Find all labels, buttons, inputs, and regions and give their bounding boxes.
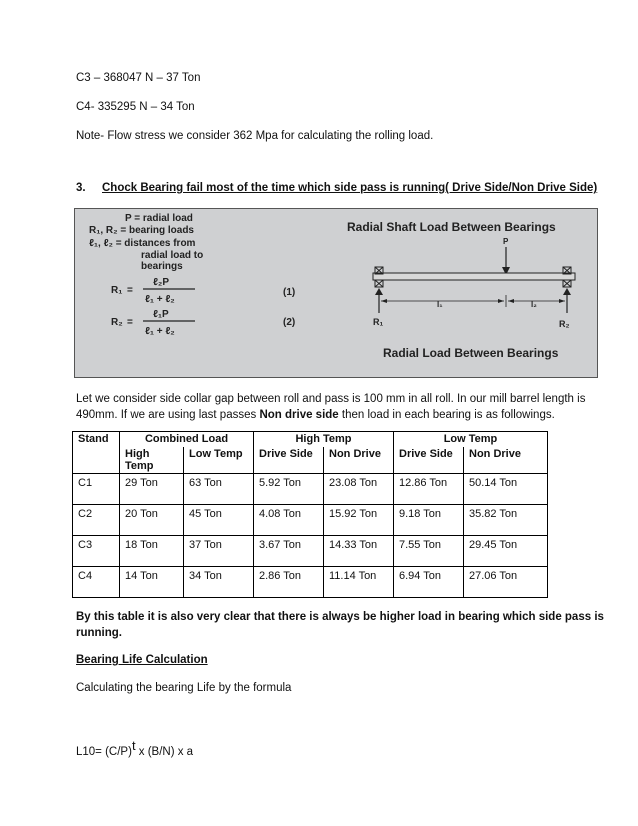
table-cell: C2: [73, 505, 120, 536]
paragraph-line-2-bold: Non drive side: [259, 409, 339, 421]
paragraph-line-2-tail: then load in each bearing is as followings.: [338, 409, 555, 421]
table-cell: 12.86 Ton: [394, 474, 464, 505]
table-cell: 34 Ton: [184, 567, 254, 598]
subheader-low-drive: Drive Side: [394, 447, 464, 474]
table-cell: C4: [73, 567, 120, 598]
low-temp-header: Low Temp: [394, 432, 548, 448]
table-cell: 45 Ton: [184, 505, 254, 536]
eq2-lhs: R₂: [111, 317, 123, 328]
formula-base: L10= (C/P): [76, 745, 132, 758]
eq1-numerator: ℓ₂P: [153, 277, 170, 288]
eq1-tag: (1): [283, 287, 296, 298]
dimension-l2-left-tick: [508, 299, 514, 303]
table-cell: C3: [73, 536, 120, 567]
table-cell: 27.06 Ton: [464, 567, 548, 598]
conclusion-line-2: running.: [76, 627, 122, 639]
legend-r-def: R₁, R₂ = bearing loads: [89, 225, 194, 236]
flow-stress-note: Note- Flow stress we consider 362 Mpa for calculating the rolling load.: [76, 130, 434, 142]
subheader-combined-low: Low Temp: [184, 447, 254, 474]
table-cell: 2.86 Ton: [254, 567, 324, 598]
stand-header: Stand: [73, 432, 120, 448]
table-cell: 23.08 Ton: [324, 474, 394, 505]
table-cell: 15.92 Ton: [324, 505, 394, 536]
table-cell: 63 Ton: [184, 474, 254, 505]
bearing-life-formula: [76, 738, 193, 758]
table-cell: 29 Ton: [120, 474, 184, 505]
reaction-r1-label: R₁: [373, 317, 384, 327]
table-cell: 4.08 Ton: [254, 505, 324, 536]
eq2-numerator: ℓ₁P: [153, 309, 169, 320]
paragraph-line-2: [76, 409, 555, 421]
table-cell: 29.45 Ton: [464, 536, 548, 567]
table-cell: 7.55 Ton: [394, 536, 464, 567]
table-header-row-1: [73, 432, 548, 448]
table-cell: 14 Ton: [120, 567, 184, 598]
subheader-low-nondrive: Non Drive: [464, 447, 548, 474]
eq1-lhs: R₁: [111, 285, 123, 296]
bearing-life-heading: Bearing Life Calculation: [76, 654, 208, 666]
shaft: [373, 273, 575, 280]
dimension-l1-label: l₁: [437, 300, 443, 309]
legend-p-def: P = radial load: [125, 213, 193, 224]
table-cell: C1: [73, 474, 120, 505]
bearing-load-table-wrap: [72, 431, 548, 598]
bearing-load-table: [72, 431, 548, 598]
bearing-load-figure: [74, 208, 598, 378]
section-number: 3.: [76, 182, 86, 194]
table-cell: 5.92 Ton: [254, 474, 324, 505]
reaction-r2-label: R₂: [559, 319, 570, 329]
table-cell: 37 Ton: [184, 536, 254, 567]
eq2-tag: (2): [283, 317, 296, 328]
table-row: [73, 505, 548, 536]
table-cell: 6.94 Ton: [394, 567, 464, 598]
high-temp-header: High Temp: [254, 432, 394, 448]
dimension-l2-label: l₂: [531, 300, 537, 309]
legend-l-def-b: radial load to: [141, 250, 204, 261]
combined-load-header: Combined Load: [120, 432, 254, 448]
conclusion-line-1: By this table it is also very clear that there is always be higher load in bearing which side pass is: [76, 611, 604, 623]
eq1-denominator: ℓ₁ + ℓ₂: [145, 294, 175, 305]
dimension-l1-left-tick: [381, 299, 387, 303]
subheader-high-nondrive: Non Drive: [324, 447, 394, 474]
table-row: [73, 567, 548, 598]
subheader-combined-high: High Temp: [120, 447, 184, 474]
eq2-equals: =: [127, 317, 133, 328]
reaction-r2-head: [563, 288, 571, 295]
c3-load-line: C3 – 368047 N – 37 Ton: [76, 72, 201, 84]
table-cell: 18 Ton: [120, 536, 184, 567]
diagram-top-title: Radial Shaft Load Between Bearings: [347, 220, 556, 234]
table-cell: 11.14 Ton: [324, 567, 394, 598]
diagram-bottom-title: Radial Load Between Bearings: [383, 346, 559, 360]
formula-tail: x (B/N) x a: [135, 745, 194, 758]
paragraph-line-2-text: 490mm. If we are using last passes: [76, 409, 260, 421]
formula-exponent: t: [131, 738, 136, 753]
table-cell: 3.67 Ton: [254, 536, 324, 567]
stand-header-spacer: [73, 447, 120, 474]
table-row: [73, 536, 548, 567]
reaction-r1-head: [375, 288, 383, 295]
table-cell: 20 Ton: [120, 505, 184, 536]
dimension-l2-right-tick: [559, 299, 565, 303]
eq2-denominator: ℓ₁ + ℓ₂: [145, 326, 175, 337]
table-cell: 9.18 Ton: [394, 505, 464, 536]
table-row: [73, 474, 548, 505]
paragraph-line-1: Let we consider side collar gap between roll and pass is 100 mm in all roll. In our mill barrel length is: [76, 393, 586, 405]
table-cell: 35.82 Ton: [464, 505, 548, 536]
section-3-heading: [76, 182, 597, 194]
table-cell: 14.33 Ton: [324, 536, 394, 567]
bearing-load-diagram: [75, 209, 597, 377]
section-title: Chock Bearing fail most of the time which side pass is running( Drive Side/Non Drive Side): [102, 182, 598, 194]
legend-l-def-c: bearings: [141, 261, 183, 272]
load-p-label: P: [503, 237, 509, 246]
bearing-life-intro: Calculating the bearing Life by the formula: [76, 682, 292, 694]
table-cell: 50.14 Ton: [464, 474, 548, 505]
legend-l-def-a: ℓ₁, ℓ₂ = distances from: [89, 238, 196, 249]
dimension-l1-right-tick: [498, 299, 504, 303]
table-header-row-2: [73, 447, 548, 474]
subheader-high-drive: Drive Side: [254, 447, 324, 474]
c4-load-line: C4- 335295 N – 34 Ton: [76, 101, 195, 113]
eq1-equals: =: [127, 285, 133, 296]
